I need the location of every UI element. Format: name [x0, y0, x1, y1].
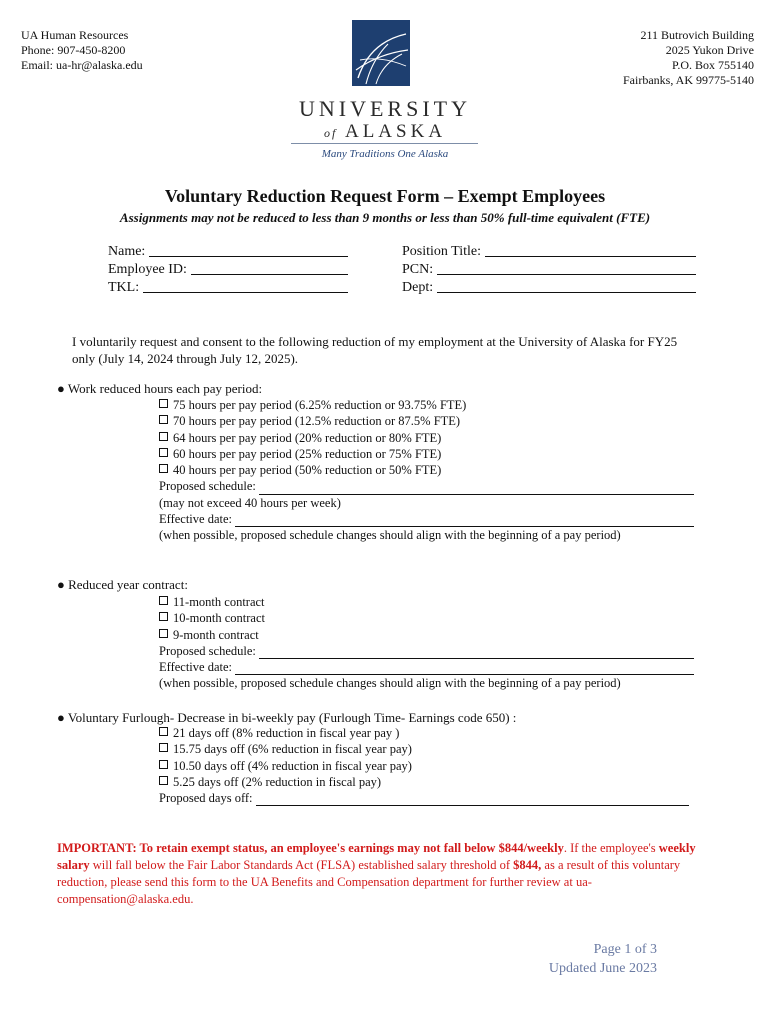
address-block	[623, 28, 754, 88]
hours-heading: ● Work reduced hours each pay period:	[57, 381, 263, 396]
furlough-option[interactable]	[159, 741, 689, 757]
tkl-field[interactable]	[108, 279, 348, 297]
dept-label: Dept:	[402, 280, 434, 295]
hours-option-label: 60 hours per pay period (25% reduction or 75% FTE)	[173, 446, 442, 461]
name-field[interactable]	[108, 243, 348, 261]
employee-id-blank[interactable]	[191, 261, 348, 275]
dept-field[interactable]	[402, 279, 696, 297]
hours-option-label: 64 hours per pay period (20% reduction or 80% FTE)	[173, 430, 442, 445]
page-number: Page 1 of 3	[593, 942, 657, 957]
email: Email: ua-hr@alaska.edu	[21, 58, 143, 72]
year-effective-date-field[interactable]	[159, 659, 694, 675]
schedule-note: (may not exceed 40 hours per week)	[159, 495, 341, 510]
align-note: (when possible, proposed schedule changes should align with the beginning of a pay period)	[159, 676, 621, 691]
position-title-blank[interactable]	[485, 243, 696, 257]
furlough-option-label: 5.25 days off (2% reduction in fiscal pay)	[173, 774, 382, 789]
phone: Phone: 907-450-8200	[21, 43, 126, 57]
important-bold-5: $844,	[513, 858, 542, 872]
hours-option[interactable]	[159, 397, 694, 413]
furlough-option[interactable]	[159, 774, 689, 790]
university-logo-icon	[352, 20, 410, 86]
important-text-2: . If the employee's	[563, 841, 659, 855]
furlough-option-label: 21 days off (8% reduction in fiscal year pay )	[173, 726, 400, 740]
checkbox-icon[interactable]	[159, 464, 168, 473]
year-option-label: 11-month contract	[173, 595, 265, 609]
important-notice	[57, 840, 717, 908]
checkbox-icon[interactable]	[159, 432, 168, 441]
org-name: UA Human Resources	[21, 28, 129, 42]
effective-date-blank[interactable]	[235, 663, 694, 675]
tkl-blank[interactable]	[143, 279, 348, 293]
employee-id-field[interactable]	[108, 261, 348, 279]
logo-tagline: Many Traditions One Alaska	[321, 148, 449, 160]
year-schedule-field[interactable]	[159, 643, 694, 659]
year-option-label: 9-month contract	[173, 627, 259, 642]
logo-divider	[291, 143, 478, 144]
checkbox-icon[interactable]	[159, 760, 168, 769]
year-option-label: 10-month contract	[173, 611, 265, 626]
pcn-label: PCN:	[402, 262, 434, 277]
logo-alaska-word: ALASKA	[344, 121, 447, 142]
logo-university-text: UNIVERSITY	[299, 96, 471, 121]
fields-left	[108, 243, 348, 297]
proposed-days-label: Proposed days off:	[159, 791, 253, 806]
effective-date-blank[interactable]	[235, 515, 694, 527]
year-option[interactable]	[159, 594, 694, 610]
contact-block	[21, 28, 143, 73]
address-line: 211 Butrovich Building	[640, 28, 754, 42]
year-section	[159, 594, 694, 692]
checkbox-icon[interactable]	[159, 399, 168, 408]
furlough-section	[159, 725, 689, 806]
hours-schedule-field[interactable]	[159, 478, 694, 494]
name-blank[interactable]	[149, 243, 348, 257]
checkbox-icon[interactable]	[159, 629, 168, 638]
furlough-heading: ● Voluntary Furlough- Decrease in bi-weekly pay (Furlough Time- Earnings code 650) :	[57, 710, 517, 725]
address-line: P.O. Box 755140	[671, 58, 754, 72]
pcn-field[interactable]	[402, 261, 696, 279]
year-heading: ● Reduced year contract:	[57, 577, 188, 592]
employee-id-label: Employee ID:	[108, 262, 187, 277]
name-label: Name:	[108, 244, 146, 259]
checkbox-icon[interactable]	[159, 743, 168, 752]
hours-option-label: 75 hours per pay period (6.25% reduction or 93.75% FTE)	[173, 398, 467, 412]
position-title-label: Position Title:	[402, 244, 481, 259]
dept-blank[interactable]	[437, 279, 696, 293]
hours-section	[159, 397, 694, 544]
furlough-option[interactable]	[159, 725, 689, 741]
hours-option[interactable]	[159, 413, 694, 429]
proposed-days-field[interactable]	[159, 790, 689, 806]
hours-option[interactable]	[159, 430, 694, 446]
furlough-option-label: 10.50 days off (4% reduction in fiscal year pay)	[173, 758, 412, 773]
important-text-4: will fall below the Fair Labor Standards Act (FLSA) established salary threshold of	[89, 858, 514, 872]
checkbox-icon[interactable]	[159, 448, 168, 457]
hours-option[interactable]	[159, 446, 694, 462]
checkbox-icon[interactable]	[159, 776, 168, 785]
hours-effective-date-field[interactable]	[159, 511, 694, 527]
important-text-6: as a result of this voluntary reduction, please send this form to the UA Benefits and Compensation department for further review at ua-compensation@alaska.edu.	[57, 858, 681, 906]
fields-right	[402, 243, 696, 297]
year-option[interactable]	[159, 627, 694, 643]
hours-option-label: 40 hours per pay period (50% reduction or 50% FTE)	[173, 463, 442, 478]
pcn-blank[interactable]	[437, 261, 696, 275]
important-bold-3: weekly salary	[57, 841, 696, 872]
updated-date: Updated June 2023	[548, 961, 657, 976]
schedule-label: Proposed schedule:	[159, 479, 256, 494]
schedule-blank[interactable]	[259, 483, 694, 495]
proposed-days-blank[interactable]	[256, 794, 689, 806]
checkbox-icon[interactable]	[159, 612, 168, 621]
address-line: Fairbanks, AK 99775-5140	[623, 73, 754, 87]
tkl-label: TKL:	[108, 280, 140, 295]
hours-option[interactable]	[159, 462, 694, 478]
checkbox-icon[interactable]	[159, 415, 168, 424]
furlough-option[interactable]	[159, 758, 689, 774]
intro-paragraph: I voluntarily request and consent to the following reduction of my employment at the University of Alaska for FY25 only (July 14, 2024 through July 12, 2025).	[72, 334, 678, 366]
form-subtitle: Assignments may not be reduced to less than 9 months or less than 50% full-time equivalent (FTE)	[119, 210, 651, 225]
hours-option-label: 70 hours per pay period (12.5% reduction or 87.5% FTE)	[173, 414, 461, 429]
important-bold-1: IMPORTANT: To retain exempt status, an employee's earnings may not fall below $844/weekly	[57, 841, 564, 855]
schedule-blank[interactable]	[259, 647, 694, 659]
schedule-label: Proposed schedule:	[159, 643, 256, 658]
align-note: (when possible, proposed schedule changes should align with the beginning of a pay period)	[159, 528, 621, 543]
logo-alaska-text	[290, 121, 480, 143]
checkbox-icon[interactable]	[159, 596, 168, 605]
effective-date-label: Effective date:	[159, 512, 232, 527]
furlough-option-label: 15.75 days off (6% reduction in fiscal year pay)	[173, 742, 412, 757]
form-title: Voluntary Reduction Request Form – Exempt Employees	[164, 186, 606, 206]
logo-of-text: of	[323, 126, 338, 140]
checkbox-icon[interactable]	[159, 727, 168, 736]
effective-date-label: Effective date:	[159, 660, 232, 675]
address-line: 2025 Yukon Drive	[665, 43, 754, 57]
year-option[interactable]	[159, 610, 694, 626]
position-title-field[interactable]	[402, 243, 696, 261]
